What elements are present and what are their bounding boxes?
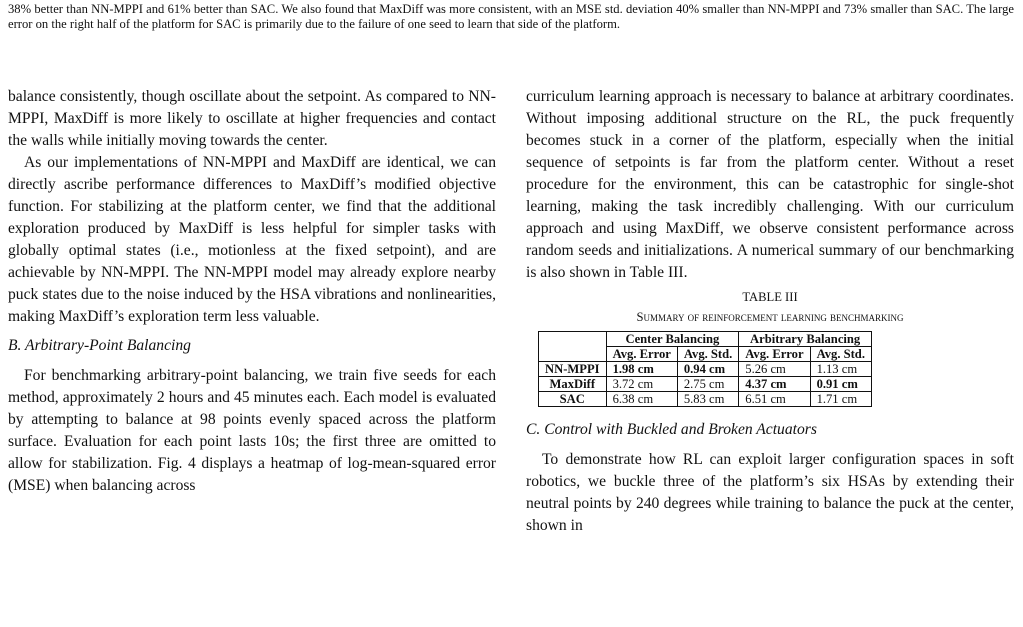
table-cell: 2.75 cm: [677, 377, 738, 392]
subheader-cell: Avg. Error: [606, 347, 677, 362]
table-cell: 6.51 cm: [739, 392, 810, 407]
caption-text: 38% better than NN-MPPI and 61% better than SAC. We also found that MaxDiff was more consistent, with an MSE std. deviation 40% smaller than NN-MPPI and 73% smaller than SAC. The large error on the right half of the platform for SAC is primarily due to the failure of one seed to learn that side of the platform.: [8, 2, 1014, 31]
paragraph: balance consistently, though oscillate about the setpoint. As compared to NN-MPPI, MaxDiff is more likely to oscillate at higher frequencies and contact the walls while initially moving towards the center.: [8, 88, 496, 149]
subheader-cell: Avg. Std.: [677, 347, 738, 362]
table-corner-cell: [539, 347, 607, 362]
left-column: [8, 86, 496, 497]
table-cell: 5.83 cm: [677, 392, 738, 407]
paragraph: For benchmarking arbitrary-point balancing, we train five seeds for each method, approximately 2 hours and 45 minutes each. Each model is evaluated by attempting to balance at 98 points evenly spaced across the platform surface. Evaluation for each point lasts 10s; the first three are omitted to allow for stabilization. Fig. 4 displays a heatmap of log-mean-squared error (MSE) when balancing across: [8, 367, 496, 494]
paragraph: curriculum learning approach is necessary to balance at arbitrary coordinates. Without imposing additional structure on the RL, the puck frequently becomes stuck in a corner of the platform, especially when the initial sequence of setpoints is far from the platform center. Without a reset procedure for the environment, this can be catastrophic for single-shot learning, making the task incredibly challenging. With our curriculum approach and using MaxDiff, we observe consistent performance across random seeds and initializations. A numerical summary of our benchmarking is also shown in Table III.: [526, 88, 1014, 281]
table-cell: 1.98 cm: [606, 362, 677, 377]
table-subtitle: Summary of reinforcement learning benchmarking: [636, 310, 904, 324]
table-cell: 4.37 cm: [739, 377, 810, 392]
table-cell: 6.38 cm: [606, 392, 677, 407]
paragraph: As our implementations of NN-MPPI and MaxDiff are identical, we can directly ascribe performance differences to MaxDiff’s modified objective function. For stabilizing at the platform center, we find that the additional exploration produced by MaxDiff is less helpful for simpler tasks with globally optimal states (i.e., motionless at the fixed setpoint), and are achievable by NN-MPPI. The NN-MPPI model may already explore nearby puck states due to the noise induced by the HSA vibrations and nonlinearities, making MaxDiff’s exploration term less valuable.: [8, 154, 496, 325]
row-label: SAC: [539, 392, 607, 407]
paragraph: To demonstrate how RL can exploit larger configuration spaces in soft robotics, we buckle three of the platform’s six HSAs by extending their neutral points by 240 degrees while training to balance the puck at the center, shown in: [526, 451, 1014, 534]
table-title: TABLE III: [742, 290, 798, 304]
table-subheader-row: [539, 347, 872, 362]
table-cell: 0.94 cm: [677, 362, 738, 377]
table-row: [539, 377, 872, 392]
table-cell: 0.91 cm: [810, 377, 871, 392]
figure-caption-continuation: [8, 2, 1014, 31]
table-cell: 1.13 cm: [810, 362, 871, 377]
table-corner-cell: [539, 332, 607, 347]
benchmark-table: [538, 331, 872, 407]
section-heading-b: B. Arbitrary-Point Balancing: [8, 337, 191, 354]
row-label: MaxDiff: [539, 377, 607, 392]
table-row: [539, 362, 872, 377]
subheader-cell: Avg. Std.: [810, 347, 871, 362]
table-cell: 5.26 cm: [739, 362, 810, 377]
subheader-cell: Avg. Error: [739, 347, 810, 362]
table-cell: 1.71 cm: [810, 392, 871, 407]
right-column: [526, 86, 1014, 537]
row-label: NN-MPPI: [539, 362, 607, 377]
table-header-row: [539, 332, 872, 347]
table-row: [539, 392, 872, 407]
section-heading-c: C. Control with Buckled and Broken Actuators: [526, 421, 817, 438]
table-cell: 3.72 cm: [606, 377, 677, 392]
group-header-arbitrary: Arbitrary Balancing: [739, 332, 872, 347]
group-header-center: Center Balancing: [606, 332, 739, 347]
